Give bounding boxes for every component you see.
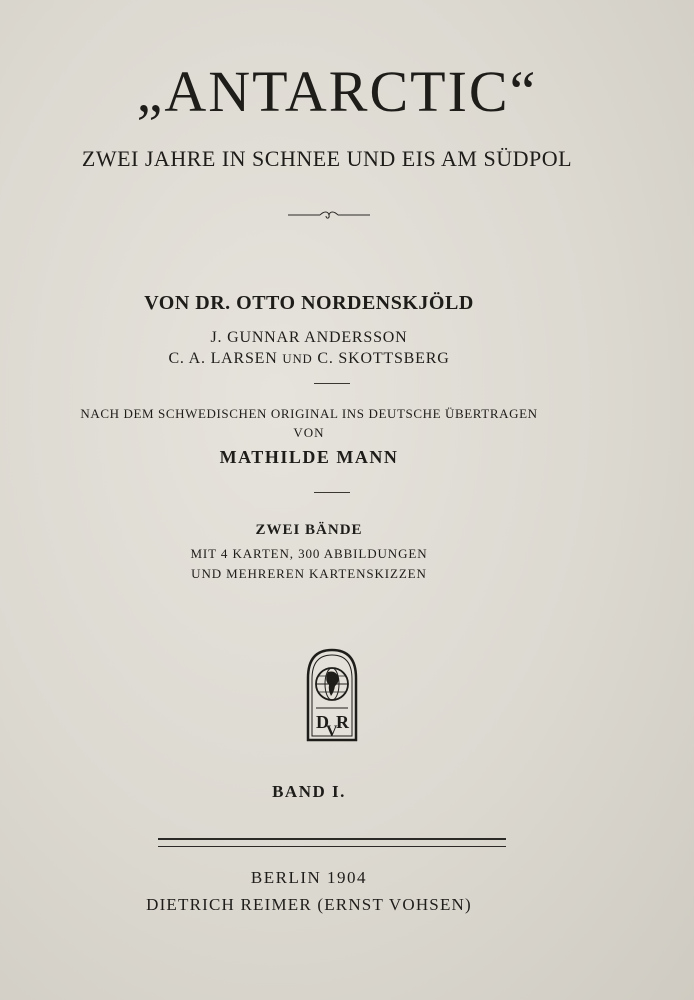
volumes-detail-1: MIT 4 KARTEN, 300 ABBILDUNGEN — [190, 546, 428, 561]
book-title: „ANTARCTIC“ — [136, 59, 538, 124]
imprint-publisher: DIETRICH REIMER (ERNST VOHSEN) — [146, 895, 472, 914]
imprint-rule-bottom — [158, 846, 506, 847]
coauthor-line-1: J. GUNNAR ANDERSSON — [210, 329, 408, 346]
translator-name: MATHILDE MANN — [219, 447, 399, 467]
translation-note: NACH DEM SCHWEDISCHEN ORIGINAL INS DEUTSCHE ÜBERTRAGEN — [80, 406, 538, 421]
publisher-globe-emblem-icon — [304, 648, 360, 744]
translation-von: VON — [293, 425, 325, 440]
coauthor-skottsberg: C. SKOTTSBERG — [317, 350, 450, 367]
coauthor-line-2 — [0, 350, 656, 368]
main-author: VON DR. OTTO NORDENSKJÖLD — [144, 292, 474, 314]
volumes-detail-2: UND MEHREREN KARTENSKIZZEN — [191, 566, 427, 581]
svg-text:D: D — [316, 712, 329, 732]
coauthor-conjunction: UND — [282, 352, 313, 366]
book-subtitle: ZWEI JAHRE IN SCHNEE UND EIS AM SÜDPOL — [81, 146, 573, 171]
ornament-divider-icon — [288, 208, 370, 222]
imprint-rule-top — [158, 838, 506, 840]
coauthor-larsen: C. A. LARSEN — [168, 350, 278, 367]
short-rule — [314, 492, 350, 493]
short-rule — [314, 383, 350, 384]
imprint-city-year: BERLIN 1904 — [250, 868, 368, 887]
svg-text:V: V — [326, 723, 338, 740]
volume-number: BAND I. — [272, 782, 346, 801]
volumes-title: ZWEI BÄNDE — [255, 522, 363, 538]
svg-text:R: R — [336, 712, 349, 732]
